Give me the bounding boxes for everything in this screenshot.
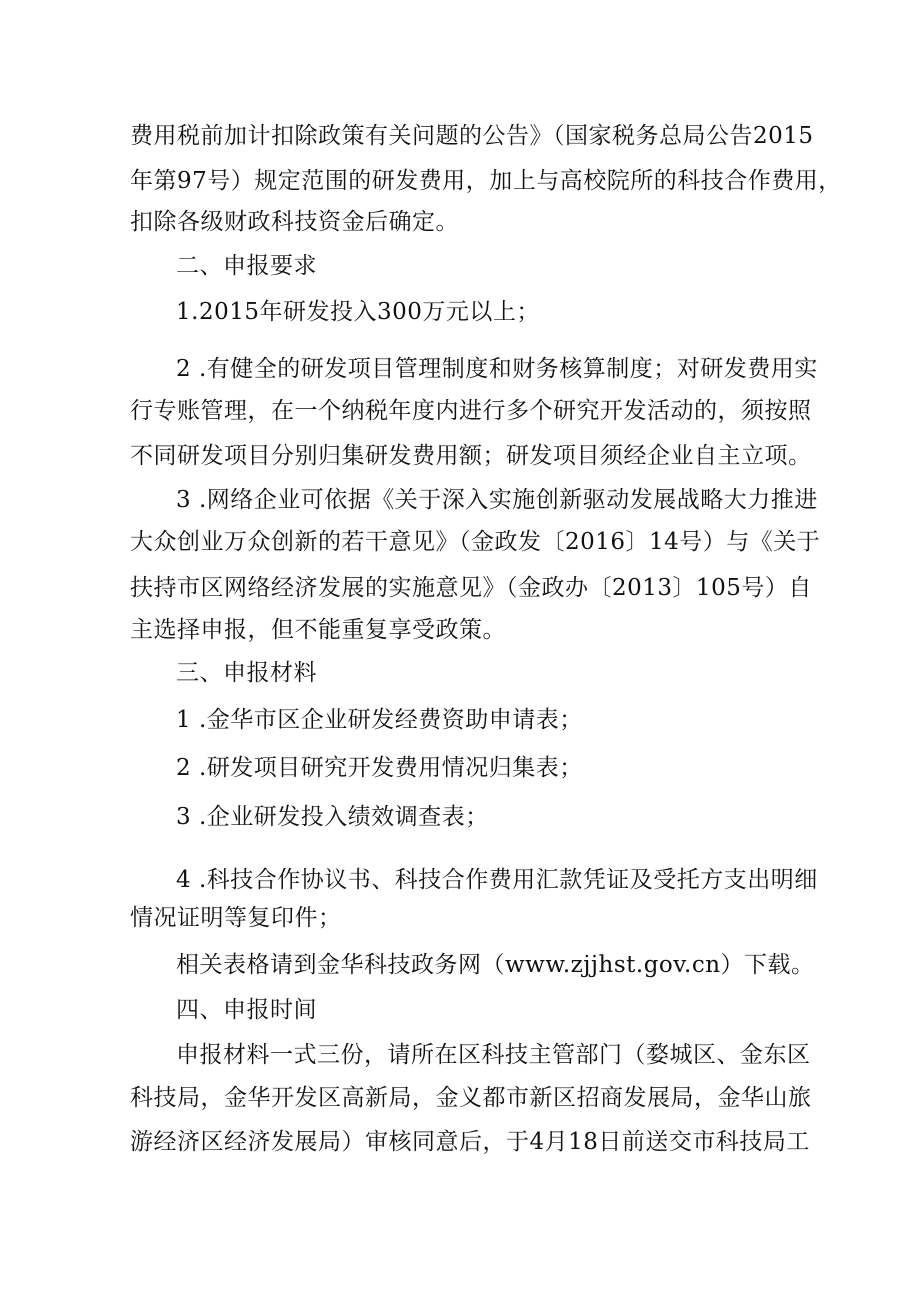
paragraph-line: 费用税前加计扣除政策有关问题的公告》（国家税务总局公告2015: [130, 123, 814, 149]
requirement-item-1: 1.2015年研发投入300万元以上；: [176, 299, 540, 325]
section-heading: 三、申报材料: [176, 660, 317, 686]
material-item-4: 情况证明等复印件；: [130, 905, 342, 931]
requirement-item-3: 3 .网络企业可依据《关于深入实施创新驱动发展战略大力推进: [176, 487, 818, 513]
paragraph-line: 科技局，金华开发区高新局，金义都市新区招商发展局，金华山旅: [130, 1085, 812, 1111]
section-heading: 二、申报要求: [176, 253, 317, 279]
download-note: 相关表格请到金华科技政务网（www.zjjhst.gov.cn）下载。: [176, 952, 815, 978]
requirement-item-3: 扶持市区网络经济发展的实施意见》（金政办〔2013〕105号）自: [130, 575, 812, 601]
requirement-item-2: 2 .有健全的研发项目管理制度和财务核算制度；对研发费用实: [176, 356, 818, 382]
paragraph-line: 申报材料一式三份，请所在区科技主管部门（婺城区、金东区: [176, 1042, 811, 1068]
requirement-item-2: 不同研发项目分别归集研发费用额；研发项目须经企业自主立项。: [130, 443, 812, 469]
material-item-3: 3 .企业研发投入绩效调查表；: [176, 804, 489, 830]
section-heading: 四、申报时间: [176, 997, 317, 1023]
paragraph-line: 游经济区经济发展局）审核同意后，于4月18日前送交市科技局工: [130, 1129, 810, 1155]
requirement-item-3: 主选择申报，但不能重复享受政策。: [130, 617, 506, 643]
material-item-2: 2 .研发项目研究开发费用情况归集表；: [176, 755, 583, 781]
requirement-item-3: 大众创业万众创新的若干意见》（金政发〔2016〕14号）与《关于: [130, 529, 821, 555]
paragraph-line: 年第97号）规定范围的研发费用，加上与高校院所的科技合作费用，: [130, 168, 842, 194]
paragraph-line: 扣除各级财政科技资金后确定。: [130, 209, 459, 235]
material-item-4: 4 .科技合作协议书、科技合作费用汇款凭证及受托方支出明细: [176, 867, 818, 893]
requirement-item-2: 行专账管理，在一个纳税年度内进行多个研究开发活动的，须按照: [130, 398, 812, 424]
material-item-1: 1 .金华市区企业研发经费资助申请表；: [176, 707, 583, 733]
